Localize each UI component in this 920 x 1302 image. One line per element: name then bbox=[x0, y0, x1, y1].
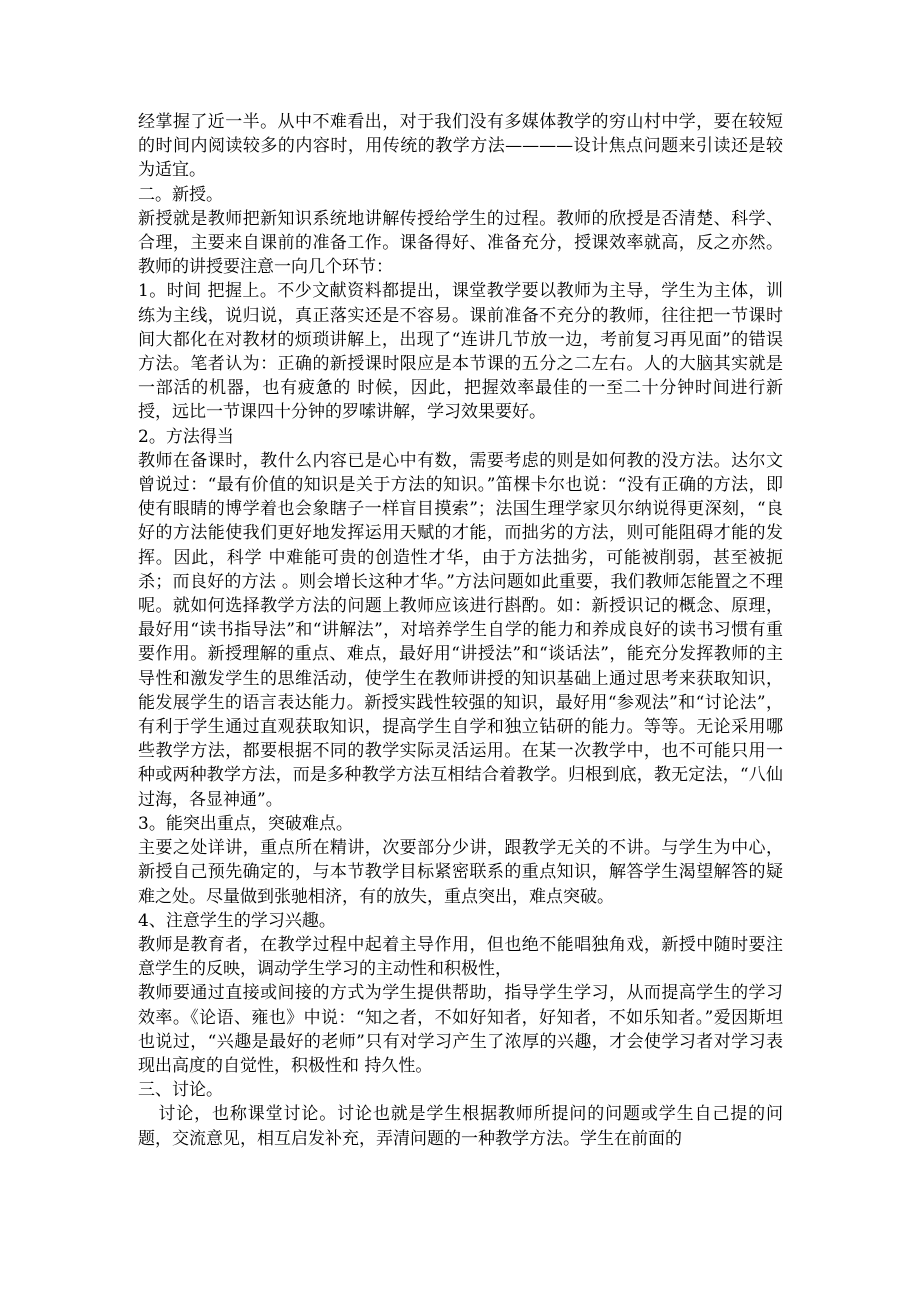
paragraph-new-teaching-definition: 新授就是教师把新知识系统地讲解传授给学生的过程。教师的欣授是否清楚、科学、合理，主要来自课前的准备工作。课备得好、准备充分，授课效率就高，反之亦然。教师的讲授要注意一向几个环节： bbox=[138, 208, 783, 278]
paragraph-point-1-time: 1。时间 把握上。不少文献资料都提出，课堂教学要以教师为主导，学生为主体，训练为主线，说归说，真正落实还是不容易。课前准备不充分的教师，往往把一节课时间大都化在对教材的烦琐讲解上，出现了“连讲几节放一边，考前复习再见面”的错误方法。笔者认为：正确的新授课时限应是本节课的五分之二左右。人的大脑其实就是一部活的机器，也有疲惫的 时候，因此，把握效率最佳的一至二十分钟时间进行新授，远比一节课四十分钟的罗嗦讲解，学习效果要好。 bbox=[138, 281, 783, 423]
document-body bbox=[138, 110, 783, 1151]
subheading-point-3-focus: 3。能突出重点，突破难点。 bbox=[138, 813, 353, 834]
subheading-point-2-method: 2。方法得当 bbox=[138, 426, 234, 447]
section-heading-discussion: 三、讨论。 bbox=[138, 1080, 223, 1101]
paragraph-intro-continuation: 经掌握了近一半。从中不难看出，对于我们没有多媒体教学的穷山村中学，要在较短的时间内阅读较多的内容时，用传统的教学方法————设计焦点问题来引读还是较为适宜。 bbox=[138, 112, 783, 181]
paragraph-point-4-interest-a: 教师是教育者，在教学过程中起着主导作用，但也绝不能唱独角戏，新授中随时要注意学生的反映，调动学生学习的主动性和积极性， bbox=[138, 934, 783, 980]
subheading-point-4-interest: 4、注意学生的学习兴趣。 bbox=[138, 910, 336, 931]
paragraph-discussion: 讨论，也称课堂讨论。讨论也就是学生根据教师所提问的问题或学生自己提的问题，交流意见，相互启发补充，弄清问题的一种教学方法。学生在前面的 bbox=[138, 1104, 783, 1149]
section-heading-new-teaching: 二。新授。 bbox=[138, 184, 223, 205]
paragraph-point-3-focus: 主要之处详讲，重点所在精讲，次要部分少讲，跟教学无关的不讲。与学生为中心，新授自己预先确定的，与本节教学目标紧密联系的重点知识，解答学生渴望解答的疑难之处。尽量做到张驰相济，有的放失，重点突出，难点突破。 bbox=[138, 838, 783, 907]
paragraph-point-4-interest-b: 教师要通过直接或间接的方式为学生提供帮助，指导学生学习，从而提高学生的学习效率。《论语、雍也》中说：“知之者，不如好知者，好知者，不如乐知者。”爱因斯坦也说过，“兴趣是最好的老师”只有对学习产生了浓厚的兴趣，才会使学习者对学习表现出高度的自觉性，积极性和 持久性。 bbox=[138, 983, 783, 1076]
paragraph-point-2-method: 教师在备课时，教什么内容已是心中有数，需要考虑的则是如何教的没方法。达尔文曾说过：“最有价值的知识是关于方法的知识。”笛棵卡尔也说：“没有正确的方法，即使有眼睛的博学着也会象瞎子一样盲目摸索”；法国生理学家贝尔纳说得更深刻，“良好的方法能使我们更好地发挥运用天赋的才能，而拙劣的方法，则可能阻碍才能的发挥。因此，科学 中难能可贵的创造性才华，由于方法拙劣，可能被削弱，甚至被扼杀；而良好的方法 。则会增长这种才华。”方法问题如此重要，我们教师怎能置之不理呢。就如何选择教学方法的问题上教师应该进行斟酌。如：新授识记的概念、原理，最好用“读书指导法”和“讲解法”，对培养学生自学的能力和养成良好的读书习惯有重要作用。新授理解的重点、难点，最好用“讲授法”和“谈话法”，能充分发挥教师的主导性和激发学生的思维活动，使学生在教师讲授的知识基础上通过思考来获取知识，能发展学生的语言表达能力。新授实践性较强的知识，最好用“参观法”和“讨论法”，有利于学生通过直观获取知识，提高学生自学和独立钻研的能力。等等。无论采用哪些教学方法，都要根据不同的教学实际灵活运用。在某一次教学中，也不可能只用一种或两种教学方法，而是多种教学方法互相结合着教学。归根到底，教无定法，“八仙过海，各显神通”。 bbox=[138, 450, 783, 810]
